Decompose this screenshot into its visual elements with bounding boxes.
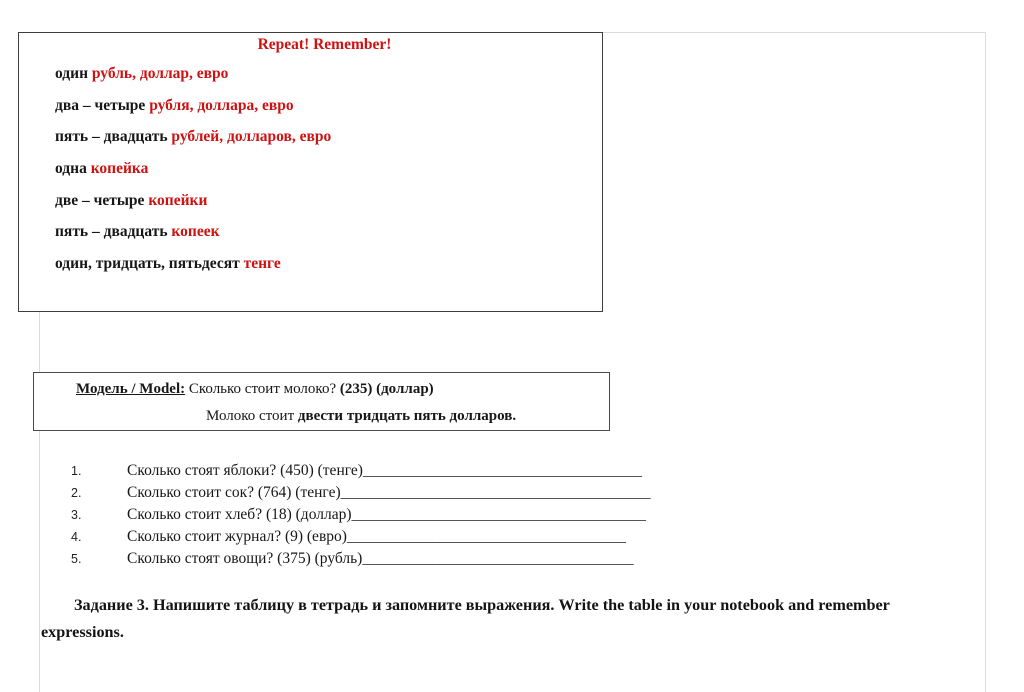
model-example-box [33, 372, 610, 431]
item-number: 3. [71, 508, 82, 522]
currency-line-5 [55, 185, 594, 217]
line-black-text: два – четыре [55, 96, 150, 114]
item-question: Сколько стоит сок? (764) (тенге) [127, 484, 341, 501]
exercise-list [71, 462, 651, 572]
answer-blank[interactable]: ____________________________________ [362, 462, 642, 479]
item-number: 4. [71, 530, 82, 544]
line-black-text: один [55, 65, 92, 82]
currency-line-7 [55, 248, 594, 280]
exercise-item-5 [71, 550, 651, 572]
line-red-text: рубль, доллар, евро [91, 65, 229, 82]
line-red-text: тенге [243, 255, 281, 273]
item-number: 2. [71, 486, 82, 500]
model-answer-line [206, 406, 609, 426]
item-question: Сколько стоят овощи? (375) (рубль) [127, 550, 363, 567]
item-question: Сколько стоит журнал? (9) (евро) [127, 528, 347, 545]
line-red-text: рублей, долларов, евро [171, 128, 332, 146]
currency-line-2 [55, 90, 594, 122]
currency-line-1 [55, 58, 594, 90]
model-question-bold: (235) (доллар) [339, 381, 434, 397]
currency-line-6 [55, 216, 594, 248]
currency-line-4 [55, 153, 594, 185]
exercise-item-4 [71, 528, 651, 550]
exercise-item-1 [71, 462, 651, 484]
box-title: Repeat! Remember! [257, 36, 392, 53]
model-question-line [76, 379, 609, 399]
item-number: 5. [71, 552, 82, 566]
model-answer-bold: двести тридцать пять долларов. [297, 408, 517, 424]
item-question: Сколько стоят яблоки? (450) (тенге) [127, 462, 363, 479]
model-label: Модель / Model: [76, 381, 186, 397]
item-number: 1. [71, 464, 82, 478]
exercise-item-2 [71, 484, 651, 506]
line-black-text: одна [55, 160, 91, 178]
line-red-text: рубля, доллара, евро [149, 96, 294, 114]
task3-line1: Задание 3. Напишите таблицу в тетрадь и запомните выражения. Write the table in your notebook and remember [74, 596, 890, 614]
line-black-text: один, тридцать, пятьдесят [55, 255, 244, 273]
currency-lines [55, 58, 594, 280]
line-red-text: копеек [171, 223, 220, 241]
line-black-text: пять – двадцать [55, 223, 172, 241]
line-red-text: копейка [90, 160, 149, 178]
task3-line2: expressions. [41, 623, 124, 641]
item-question: Сколько стоит хлеб? (18) (доллар) [127, 506, 352, 523]
answer-blank[interactable]: ________________________________________ [340, 484, 651, 501]
answer-blank[interactable]: ______________________________________ [351, 506, 647, 523]
repeat-remember-box [18, 32, 603, 312]
answer-blank[interactable]: ___________________________________ [362, 550, 634, 567]
currency-line-3 [55, 121, 594, 153]
line-black-text: пять – двадцать [55, 128, 172, 146]
task3-instruction [41, 592, 966, 646]
exercise-item-3 [71, 506, 651, 528]
model-question-regular: Сколько стоит молоко? [185, 381, 340, 397]
line-red-text: копейки [148, 191, 208, 209]
model-answer-regular: Молоко стоит [206, 408, 298, 424]
answer-blank[interactable]: ____________________________________ [346, 528, 626, 545]
line-black-text: две – четыре [55, 191, 149, 209]
